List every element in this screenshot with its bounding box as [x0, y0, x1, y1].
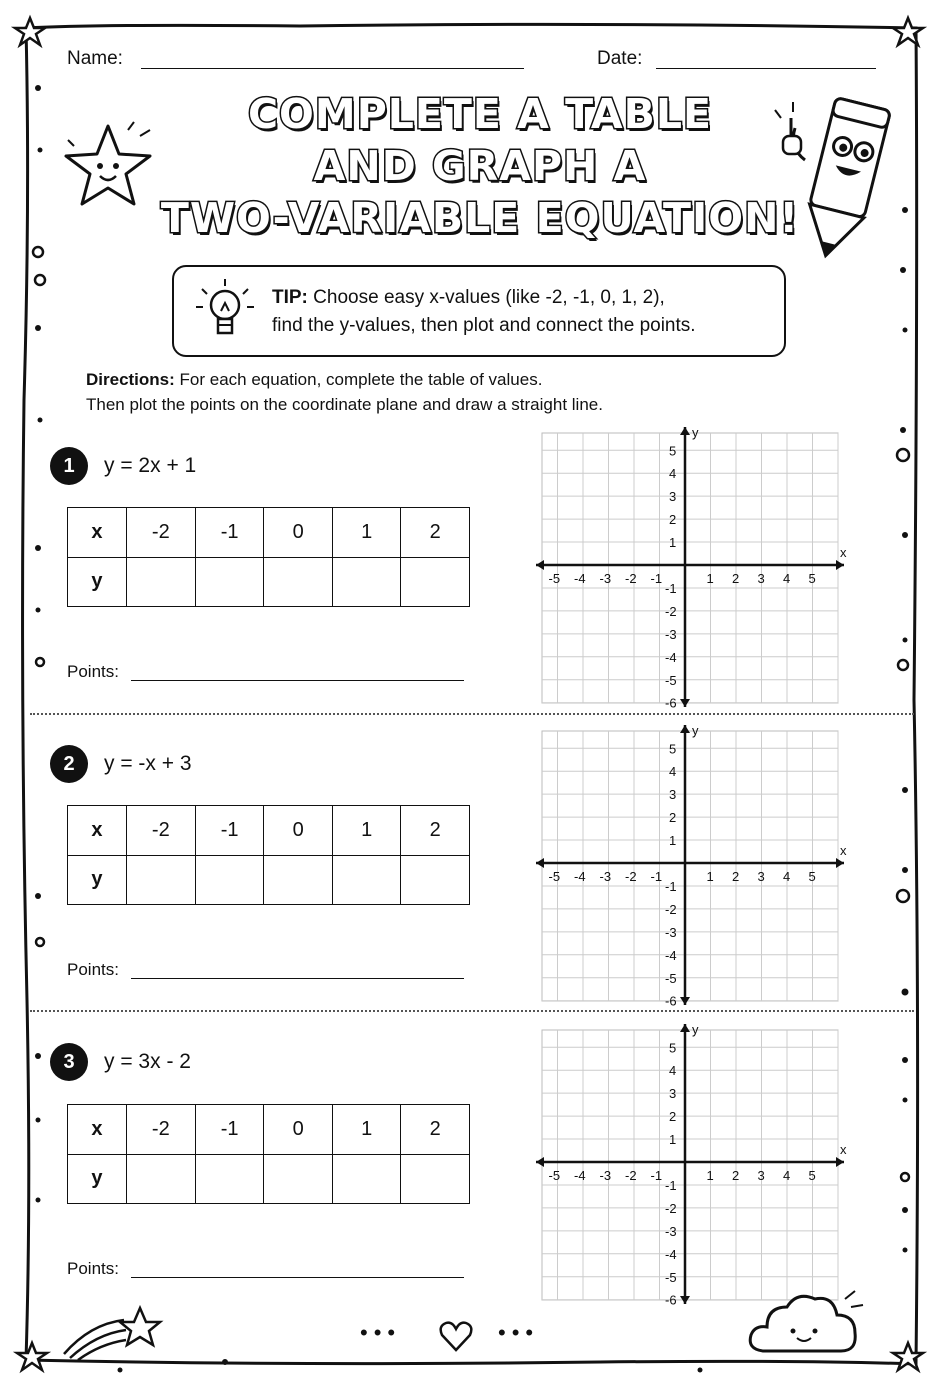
- x-tick-label: 2: [732, 869, 740, 884]
- x-tick-label: -3: [599, 1168, 612, 1183]
- y-tick-label: -3: [665, 924, 677, 940]
- page-title: [160, 88, 800, 244]
- y-axis-arrow-icon: [680, 725, 690, 733]
- x-value: 1: [332, 1105, 400, 1155]
- x-value: -2: [126, 1105, 195, 1155]
- x-tick-label: 2: [732, 1168, 740, 1183]
- y-tick-label: -5: [665, 672, 677, 688]
- tip-line-2: find the y-values, then plot and connect the points.: [272, 315, 696, 336]
- lightbulb-icon: [192, 275, 258, 347]
- y-tick-label: 5: [669, 443, 677, 459]
- x-tick-label: -5: [548, 869, 561, 884]
- x-value: -2: [126, 806, 195, 856]
- x-value: 1: [332, 508, 400, 558]
- y-tick-label: 2: [669, 810, 677, 826]
- y-tick-label: -2: [665, 603, 677, 619]
- y-input-cell[interactable]: [264, 1154, 332, 1204]
- x-axis-label: x: [840, 1142, 847, 1157]
- problem-number-badge: 3: [50, 1043, 88, 1081]
- x-header: x: [68, 1105, 127, 1155]
- x-tick-label: -4: [574, 571, 586, 586]
- equation: y = -x + 3: [104, 752, 192, 775]
- x-header: x: [68, 806, 127, 856]
- y-tick-label: -2: [665, 1200, 677, 1216]
- directions-line-1: Directions: For each equation, complete the table of values.: [86, 370, 543, 389]
- y-axis-label: y: [692, 425, 699, 440]
- title-line-2: AND GRAPH A: [313, 142, 647, 190]
- y-tick-label: -3: [665, 626, 677, 642]
- x-tick-label: 3: [757, 869, 765, 884]
- y-tick-label: -6: [665, 695, 677, 710]
- y-input-cell[interactable]: [332, 557, 400, 607]
- y-tick-label: 4: [669, 764, 677, 780]
- x-axis-arrow-icon: [836, 858, 844, 868]
- pencil-mascot-icon: [765, 88, 900, 268]
- x-value: 0: [264, 806, 332, 856]
- y-tick-label: 4: [669, 466, 677, 482]
- points-answer-line[interactable]: [131, 1277, 464, 1278]
- values-table: [67, 805, 470, 905]
- smiling-star-icon: [60, 118, 170, 218]
- y-input-cell[interactable]: [126, 557, 195, 607]
- footer-dots-right: •••: [498, 1320, 540, 1345]
- y-tick-label: -5: [665, 970, 677, 986]
- y-tick-label: -5: [665, 1269, 677, 1285]
- y-tick-label: 5: [669, 1040, 677, 1056]
- tip-line-1: TIP: Choose easy x-values (like -2, -1, 0, 1, 2),: [272, 287, 665, 308]
- x-value: 0: [264, 508, 332, 558]
- name-field[interactable]: [141, 68, 524, 69]
- x-tick-label: -4: [574, 1168, 586, 1183]
- points-label: Points:: [67, 960, 119, 979]
- x-value: 0: [264, 1105, 332, 1155]
- y-tick-label: -6: [665, 1292, 677, 1307]
- points-label: Points:: [67, 662, 119, 681]
- title-line-3: TWO-VARIABLE EQUATION!: [160, 194, 800, 242]
- cloud-icon: [745, 1285, 870, 1360]
- y-tick-label: -1: [665, 580, 677, 596]
- y-row: [68, 855, 470, 905]
- x-tick-label: 2: [732, 571, 740, 586]
- y-tick-label: 2: [669, 1109, 677, 1125]
- points-answer-line[interactable]: [131, 978, 464, 979]
- y-input-cell[interactable]: [264, 557, 332, 607]
- y-tick-label: 1: [669, 535, 677, 551]
- y-input-cell[interactable]: [332, 855, 400, 905]
- y-axis-arrow-icon: [680, 427, 690, 435]
- x-value: -1: [195, 1105, 264, 1155]
- y-axis-label: y: [692, 1022, 699, 1037]
- y-input-cell[interactable]: [401, 855, 470, 905]
- problem-number-badge: 1: [50, 447, 88, 485]
- title-line-1: COMPLETE A TABLE: [247, 90, 713, 138]
- y-tick-label: 5: [669, 741, 677, 757]
- y-tick-label: 1: [669, 1132, 677, 1148]
- x-tick-label: 5: [808, 1168, 816, 1183]
- coordinate-grid[interactable]: [530, 425, 850, 710]
- coordinate-grid[interactable]: [530, 723, 850, 1008]
- section-divider: [30, 1010, 914, 1012]
- x-value: 2: [401, 508, 470, 558]
- x-axis-arrow-icon: [836, 1157, 844, 1167]
- heart-icon: [438, 1320, 474, 1352]
- y-tick-label: -4: [665, 947, 677, 963]
- y-tick-label: -4: [665, 1246, 677, 1262]
- x-axis-arrow-icon: [536, 1157, 544, 1167]
- y-input-cell[interactable]: [195, 557, 264, 607]
- x-tick-label: 4: [783, 571, 791, 586]
- points-answer-line[interactable]: [131, 680, 464, 681]
- y-axis-arrow-icon: [680, 1024, 690, 1032]
- x-axis-label: x: [840, 545, 847, 560]
- points-label: Points:: [67, 1259, 119, 1278]
- x-tick-label: -2: [625, 571, 637, 586]
- y-tick-label: -1: [665, 878, 677, 894]
- x-tick-label: 1: [706, 1168, 714, 1183]
- y-tick-label: 3: [669, 787, 677, 803]
- x-tick-label: 5: [808, 571, 816, 586]
- x-value: 2: [401, 806, 470, 856]
- y-tick-label: 4: [669, 1063, 677, 1079]
- directions-line-2: Then plot the points on the coordinate plane and draw a straight line.: [86, 395, 603, 414]
- x-row: [68, 1105, 470, 1155]
- x-tick-label: 3: [757, 571, 765, 586]
- shooting-star-icon: [60, 1300, 170, 1360]
- coordinate-grid[interactable]: [530, 1022, 850, 1307]
- x-value: 1: [332, 806, 400, 856]
- y-header: y: [68, 1154, 127, 1204]
- x-value: -2: [126, 508, 195, 558]
- x-axis-arrow-icon: [536, 560, 544, 570]
- problem-number-badge: 2: [50, 745, 88, 783]
- x-tick-label: -4: [574, 869, 586, 884]
- y-tick-label: 3: [669, 489, 677, 505]
- name-label: Name:: [67, 48, 123, 69]
- x-value: -1: [195, 508, 264, 558]
- x-tick-label: 4: [783, 1168, 791, 1183]
- x-tick-label: 3: [757, 1168, 765, 1183]
- x-tick-label: -3: [599, 869, 612, 884]
- x-tick-label: -2: [625, 1168, 637, 1183]
- x-value: -1: [195, 806, 264, 856]
- date-field[interactable]: [656, 68, 876, 69]
- y-input-cell[interactable]: [195, 855, 264, 905]
- y-input-cell[interactable]: [126, 855, 195, 905]
- y-header: y: [68, 557, 127, 607]
- x-tick-label: -1: [650, 869, 663, 884]
- y-input-cell[interactable]: [401, 557, 470, 607]
- x-row: [68, 806, 470, 856]
- y-tick-label: 3: [669, 1086, 677, 1102]
- y-tick-label: -1: [665, 1177, 677, 1193]
- y-tick-label: 1: [669, 833, 677, 849]
- date-label: Date:: [597, 48, 643, 69]
- tip-box: [172, 265, 786, 357]
- equation: y = 2x + 1: [104, 454, 197, 477]
- x-tick-label: 1: [706, 869, 714, 884]
- y-axis-label: y: [692, 723, 699, 738]
- footer-dots-left: •••: [360, 1320, 402, 1345]
- x-header: x: [68, 508, 127, 558]
- y-tick-label: -3: [665, 1223, 677, 1239]
- y-input-cell[interactable]: [195, 1154, 264, 1204]
- y-row: [68, 557, 470, 607]
- y-tick-label: -2: [665, 901, 677, 917]
- y-header: y: [68, 855, 127, 905]
- x-tick-label: -5: [548, 1168, 561, 1183]
- equation: y = 3x - 2: [104, 1050, 191, 1073]
- x-tick-label: -1: [650, 1168, 663, 1183]
- x-axis-arrow-icon: [836, 560, 844, 570]
- x-axis-label: x: [840, 843, 847, 858]
- x-tick-label: 1: [706, 571, 714, 586]
- y-tick-label: -4: [665, 649, 677, 665]
- x-tick-label: 4: [783, 869, 791, 884]
- y-tick-label: -6: [665, 993, 677, 1008]
- x-tick-label: -1: [650, 571, 663, 586]
- y-tick-label: 2: [669, 512, 677, 528]
- x-value: 2: [401, 1105, 470, 1155]
- x-tick-label: 5: [808, 869, 816, 884]
- y-input-cell[interactable]: [332, 1154, 400, 1204]
- section-divider: [30, 713, 914, 715]
- y-input-cell[interactable]: [401, 1154, 470, 1204]
- x-axis-arrow-icon: [536, 858, 544, 868]
- x-tick-label: -2: [625, 869, 637, 884]
- y-input-cell[interactable]: [126, 1154, 195, 1204]
- values-table: [67, 1104, 470, 1204]
- y-input-cell[interactable]: [264, 855, 332, 905]
- values-table: [67, 507, 470, 607]
- x-tick-label: -3: [599, 571, 612, 586]
- y-row: [68, 1154, 470, 1204]
- x-tick-label: -5: [548, 571, 561, 586]
- x-row: [68, 508, 470, 558]
